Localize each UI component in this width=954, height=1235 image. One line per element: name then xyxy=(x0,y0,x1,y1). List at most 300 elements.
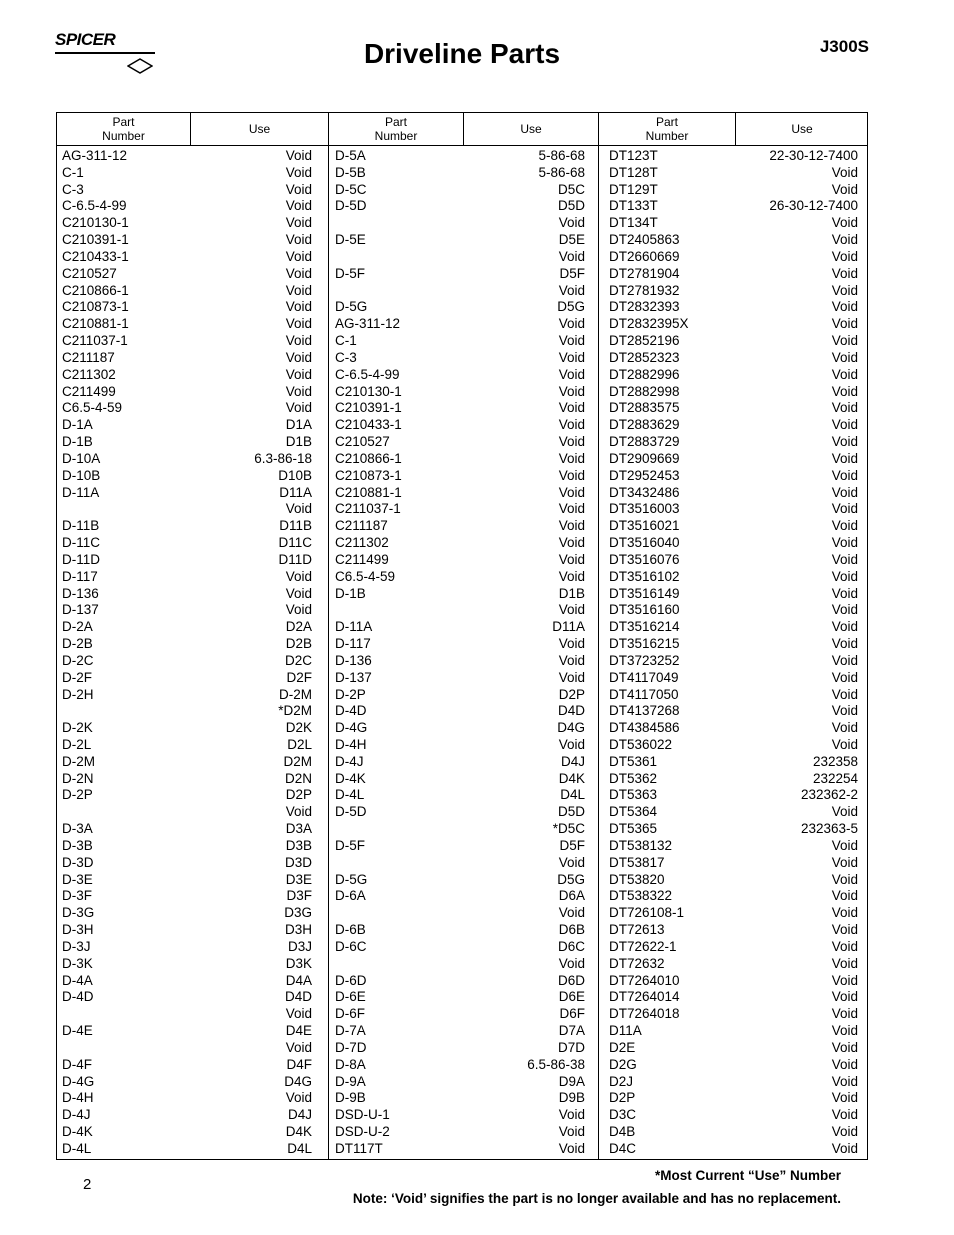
table-row xyxy=(62,989,312,1006)
part-number: DT3516021 xyxy=(609,518,680,534)
table-row xyxy=(335,586,585,603)
use-value: Void xyxy=(285,164,312,180)
use-value: Void xyxy=(831,333,858,349)
part-number: D-6F xyxy=(335,1006,365,1022)
table-row xyxy=(62,384,312,401)
part-number: D4B xyxy=(609,1124,636,1140)
part-number: C211037-1 xyxy=(335,501,401,517)
use-value: Void xyxy=(558,366,585,382)
use-value: D5F xyxy=(559,265,585,281)
use-value: 26-30-12-7400 xyxy=(769,198,858,214)
use-value: 232358 xyxy=(812,753,858,769)
use-value: Void xyxy=(831,265,858,281)
table-row xyxy=(609,333,858,350)
use-value: Void xyxy=(285,1090,312,1106)
table-row xyxy=(609,283,858,300)
table-row xyxy=(62,720,312,737)
table-row xyxy=(335,1124,585,1141)
use-value: Void xyxy=(831,1140,858,1156)
part-number: DT4117050 xyxy=(609,686,679,702)
use-value: D5F xyxy=(559,837,585,853)
use-value: Void xyxy=(831,1056,858,1072)
use-value: Void xyxy=(831,215,858,231)
table-row xyxy=(62,636,312,653)
table-row xyxy=(335,1141,585,1158)
col3-use-header: Use xyxy=(791,122,813,136)
table-row xyxy=(62,569,312,586)
use-value: Void xyxy=(831,703,858,719)
part-number: DT53817 xyxy=(609,854,665,870)
part-number: DT2883729 xyxy=(609,434,680,450)
part-number: C-6.5-4-99 xyxy=(62,198,127,214)
table-row xyxy=(62,956,312,973)
use-value: D11D xyxy=(278,551,312,567)
table-row xyxy=(609,602,858,619)
use-value: D5D xyxy=(557,804,585,820)
use-value: D9A xyxy=(558,1073,585,1089)
part-number: D-6C xyxy=(335,938,367,954)
part-number: DT2882996 xyxy=(609,366,680,382)
table-row xyxy=(335,888,585,905)
part-number: D-5F xyxy=(335,265,365,281)
part-number: D-2K xyxy=(62,720,93,736)
part-number: D-3A xyxy=(62,821,93,837)
table-row xyxy=(609,552,858,569)
table-row xyxy=(609,501,858,518)
part-number: DT2832395X xyxy=(609,316,689,332)
use-value: D1A xyxy=(285,417,312,433)
part-number: DT2852196 xyxy=(609,333,680,349)
table-row xyxy=(609,1057,858,1074)
part-number: DT3516076 xyxy=(609,551,680,567)
use-value: D3A xyxy=(285,821,312,837)
table-row xyxy=(335,468,585,485)
part-number: D4C xyxy=(609,1140,637,1156)
use-value: Void xyxy=(831,400,858,416)
part-number: DT134T xyxy=(609,215,658,231)
table-row xyxy=(335,720,585,737)
table-row xyxy=(335,1040,585,1057)
part-number: D-5D xyxy=(335,198,367,214)
use-value: Void xyxy=(558,905,585,921)
table-row xyxy=(335,653,585,670)
table-row xyxy=(609,619,858,636)
part-number: DT2781932 xyxy=(609,282,680,298)
part-number: DT2832393 xyxy=(609,299,680,315)
table-row xyxy=(609,249,858,266)
part-number: D-4G xyxy=(62,1073,95,1089)
use-value: D4F xyxy=(286,1056,312,1072)
table-row xyxy=(609,787,858,804)
table-row xyxy=(335,316,585,333)
part-number: D-5G xyxy=(335,299,368,315)
use-value: D4E xyxy=(285,1023,312,1039)
table-row xyxy=(335,552,585,569)
table-row xyxy=(609,1023,858,1040)
use-value: D2A xyxy=(285,619,312,635)
use-value: Void xyxy=(831,1090,858,1106)
use-value: Void xyxy=(831,1023,858,1039)
table-row xyxy=(335,670,585,687)
use-value: Void xyxy=(558,854,585,870)
part-number: D-4L xyxy=(335,787,365,803)
table-row xyxy=(609,737,858,754)
part-number: D-3B xyxy=(62,837,93,853)
use-value: Void xyxy=(831,518,858,534)
logo-text: SPICER xyxy=(55,30,116,49)
use-value: D3H xyxy=(284,922,312,938)
use-value: D2K xyxy=(285,720,312,736)
table-row xyxy=(62,350,312,367)
use-value: Void xyxy=(831,164,858,180)
table-row xyxy=(335,1057,585,1074)
part-number: D-11A xyxy=(62,484,100,500)
table-row xyxy=(335,215,585,232)
table-row xyxy=(609,485,858,502)
part-number: D3C xyxy=(609,1107,637,1123)
table-row xyxy=(62,804,312,821)
part-number: C-3 xyxy=(62,181,84,197)
table-row xyxy=(335,771,585,788)
table-row xyxy=(335,569,585,586)
part-number: D-117 xyxy=(62,568,98,584)
footnote-current: *Most Current “Use” Number xyxy=(654,1168,841,1183)
table-row xyxy=(62,787,312,804)
use-value: Void xyxy=(285,383,312,399)
table-row xyxy=(335,821,585,838)
part-number: D-6A xyxy=(335,888,366,904)
table-row xyxy=(609,148,858,165)
use-value: Void xyxy=(831,417,858,433)
table-row xyxy=(335,1023,585,1040)
table-row xyxy=(335,165,585,182)
page-number: 2 xyxy=(83,1176,92,1193)
use-value: D4K xyxy=(285,1124,312,1140)
part-number: D-4D xyxy=(335,703,367,719)
use-value: Void xyxy=(558,636,585,652)
table-row xyxy=(335,989,585,1006)
table-row xyxy=(609,973,858,990)
part-number: D-3E xyxy=(62,871,93,887)
column-divider xyxy=(598,145,599,1159)
use-value: 22-30-12-7400 xyxy=(769,148,858,163)
use-value: D4J xyxy=(560,753,585,769)
use-value: Void xyxy=(831,636,858,652)
table-row xyxy=(609,905,858,922)
use-value: D2C xyxy=(284,652,312,668)
part-number: DT5361 xyxy=(609,753,658,769)
part-number: D-1B xyxy=(335,585,366,601)
use-value: D4G xyxy=(284,1073,312,1089)
part-number: AG-311-12 xyxy=(62,148,128,163)
table-row xyxy=(609,417,858,434)
table-row xyxy=(335,1074,585,1091)
table-row xyxy=(335,299,585,316)
use-value: Void xyxy=(285,232,312,248)
use-value: D5E xyxy=(558,232,585,248)
table-row xyxy=(62,249,312,266)
use-value: D7D xyxy=(557,1039,585,1055)
use-value: Void xyxy=(558,551,585,567)
table-row xyxy=(335,1006,585,1023)
use-value: D2P xyxy=(558,686,585,702)
part-number: DT5365 xyxy=(609,821,658,837)
table-row xyxy=(62,922,312,939)
use-value: Void xyxy=(285,585,312,601)
part-number: C211302 xyxy=(335,535,389,551)
use-value: Void xyxy=(831,938,858,954)
use-value: D11A xyxy=(279,484,312,500)
table-row xyxy=(609,518,858,535)
table-row xyxy=(335,501,585,518)
part-number: DT3516040 xyxy=(609,535,680,551)
table-row xyxy=(609,922,858,939)
part-number: C-3 xyxy=(335,349,357,365)
part-number: DT72622-1 xyxy=(609,938,677,954)
col1-use-header: Use xyxy=(191,113,329,145)
part-number: DT133T xyxy=(609,198,658,214)
use-value: Void xyxy=(831,972,858,988)
use-value: Void xyxy=(831,299,858,315)
use-value: 6.3-86-18 xyxy=(254,450,312,466)
use-value: D11A xyxy=(552,619,585,635)
table-row xyxy=(335,838,585,855)
footnote-void: Note: ‘Void’ signifies the part is no longer available and has no replacement. xyxy=(352,1191,841,1206)
use-value: Void xyxy=(831,736,858,752)
use-value: Void xyxy=(831,551,858,567)
part-number: D-4A xyxy=(62,972,93,988)
parts-column-1 xyxy=(62,148,312,1158)
use-value: Void xyxy=(558,652,585,668)
use-value: Void xyxy=(831,434,858,450)
table-row xyxy=(335,384,585,401)
table-row xyxy=(609,198,858,215)
table-row xyxy=(609,266,858,283)
part-number: DT53820 xyxy=(609,871,665,887)
use-value: D3K xyxy=(285,955,312,971)
use-value: Void xyxy=(285,316,312,332)
table-row xyxy=(335,350,585,367)
table-row xyxy=(335,451,585,468)
use-value: Void xyxy=(558,282,585,298)
table-row xyxy=(335,787,585,804)
part-number: D-136 xyxy=(62,585,99,601)
use-value: D11C xyxy=(278,535,312,551)
use-value: D3E xyxy=(285,871,312,887)
part-number: C-6.5-4-99 xyxy=(335,366,400,382)
use-value: Void xyxy=(285,181,312,197)
table-row xyxy=(335,182,585,199)
part-number: DT3516003 xyxy=(609,501,680,517)
table-row xyxy=(62,838,312,855)
table-row xyxy=(62,939,312,956)
table-row xyxy=(62,165,312,182)
use-value: Void xyxy=(831,535,858,551)
table-row xyxy=(62,888,312,905)
table-row xyxy=(62,855,312,872)
table-row xyxy=(62,535,312,552)
use-value: Void xyxy=(831,248,858,264)
part-number: DT3432486 xyxy=(609,484,680,500)
part-number: D-4J xyxy=(62,1107,91,1123)
use-value: Void xyxy=(831,619,858,635)
part-number: C6.5-4-59 xyxy=(335,568,396,584)
use-value: Void xyxy=(831,585,858,601)
use-value: Void xyxy=(558,450,585,466)
use-value: Void xyxy=(558,383,585,399)
table-row xyxy=(609,165,858,182)
table-row xyxy=(62,552,312,569)
part-number: D-137 xyxy=(335,669,372,685)
part-number: D-1B xyxy=(62,434,93,450)
part-number: C211302 xyxy=(62,366,116,382)
use-value: D4L xyxy=(287,1140,312,1156)
part-number: DT2852323 xyxy=(609,349,680,365)
use-value: Void xyxy=(831,837,858,853)
table-row xyxy=(62,283,312,300)
use-value: Void xyxy=(831,922,858,938)
table-row xyxy=(609,384,858,401)
part-number: DT2882998 xyxy=(609,383,680,399)
table-row xyxy=(62,1107,312,1124)
part-number: D2P xyxy=(609,1090,636,1106)
table-row xyxy=(62,687,312,704)
use-value: Void xyxy=(285,265,312,281)
use-value: Void xyxy=(285,148,312,163)
table-row xyxy=(609,771,858,788)
part-number: DT2883629 xyxy=(609,417,680,433)
part-number: C6.5-4-59 xyxy=(62,400,123,416)
use-value: D4G xyxy=(557,720,585,736)
use-value: Void xyxy=(831,888,858,904)
table-row xyxy=(609,956,858,973)
use-value: D2L xyxy=(287,736,312,752)
part-number: C-1 xyxy=(335,333,357,349)
use-value: D7A xyxy=(558,1023,585,1039)
part-number: DT128T xyxy=(609,164,658,180)
table-row xyxy=(62,586,312,603)
use-value: Void xyxy=(831,232,858,248)
part-number: C210881-1 xyxy=(62,316,129,332)
table-row xyxy=(609,535,858,552)
use-value: D5G xyxy=(557,871,585,887)
table-row xyxy=(609,215,858,232)
table-row xyxy=(609,989,858,1006)
part-number: C210527 xyxy=(335,434,390,450)
table-row xyxy=(62,400,312,417)
use-value: *D2M xyxy=(278,703,312,719)
part-number: DT726108-1 xyxy=(609,905,685,921)
part-number: DT4117049 xyxy=(609,669,679,685)
table-row xyxy=(335,973,585,990)
part-number: C210881-1 xyxy=(335,484,402,500)
col2-use-header: Use xyxy=(464,113,599,145)
table-row xyxy=(62,670,312,687)
part-number: D-136 xyxy=(335,652,372,668)
parts-column-2 xyxy=(335,148,585,1158)
use-value: Void xyxy=(831,568,858,584)
table-row xyxy=(62,1057,312,1074)
use-value: Void xyxy=(558,400,585,416)
table-row xyxy=(62,518,312,535)
part-number: D-3H xyxy=(62,922,94,938)
table-row xyxy=(609,838,858,855)
use-value: Void xyxy=(831,316,858,332)
col2-part-header: Part Number xyxy=(329,113,464,145)
part-number: DT538322 xyxy=(609,888,673,904)
use-value: D2B xyxy=(285,636,312,652)
use-value: Void xyxy=(285,1006,312,1022)
table-row xyxy=(335,232,585,249)
part-number: D-7D xyxy=(335,1039,367,1055)
table-row xyxy=(62,333,312,350)
part-number: D-3K xyxy=(62,955,93,971)
use-value: D6A xyxy=(558,888,585,904)
part-number: D-2P xyxy=(335,686,366,702)
use-value: Void xyxy=(558,535,585,551)
table-row xyxy=(335,703,585,720)
use-value: Void xyxy=(558,467,585,483)
table-row xyxy=(62,182,312,199)
table-row xyxy=(609,1006,858,1023)
table-row xyxy=(335,602,585,619)
part-number: D-7A xyxy=(335,1023,366,1039)
part-number: DT129T xyxy=(609,181,658,197)
use-value: Void xyxy=(831,484,858,500)
table-row xyxy=(609,350,858,367)
part-number: D-1A xyxy=(62,417,93,433)
table-row xyxy=(62,148,312,165)
part-number: D-4K xyxy=(62,1124,93,1140)
table-row xyxy=(62,434,312,451)
table-row xyxy=(335,485,585,502)
table-row xyxy=(609,821,858,838)
use-value: D4A xyxy=(285,972,312,988)
table-row xyxy=(62,1141,312,1158)
use-value: D6E xyxy=(558,989,585,1005)
table-row xyxy=(335,333,585,350)
use-value: 232254 xyxy=(812,770,858,786)
table-row xyxy=(335,417,585,434)
col3-part-header: Part Number xyxy=(599,113,736,145)
table-row xyxy=(62,905,312,922)
use-value: Void xyxy=(831,871,858,887)
part-number: D-5A xyxy=(335,148,366,163)
table-row xyxy=(335,754,585,771)
table-row xyxy=(62,367,312,384)
part-number: D-4D xyxy=(62,989,94,1005)
table-row xyxy=(62,1040,312,1057)
use-value: Void xyxy=(558,955,585,971)
use-value: Void xyxy=(831,1073,858,1089)
use-value: Void xyxy=(831,467,858,483)
col1-part-header: Part Number xyxy=(57,113,191,145)
use-value: D4L xyxy=(560,787,585,803)
use-value: Void xyxy=(285,299,312,315)
part-number: DT117T xyxy=(335,1140,383,1156)
use-value: Void xyxy=(285,1039,312,1055)
use-value: D2F xyxy=(286,669,312,685)
use-value: Void xyxy=(285,198,312,214)
table-row xyxy=(62,1090,312,1107)
table-row xyxy=(62,232,312,249)
part-number: D-3D xyxy=(62,854,94,870)
part-number: DT2781904 xyxy=(609,265,680,281)
table-row xyxy=(609,569,858,586)
part-number: DT2660669 xyxy=(609,248,680,264)
use-value: Void xyxy=(831,349,858,365)
part-number: D-4L xyxy=(62,1140,92,1156)
